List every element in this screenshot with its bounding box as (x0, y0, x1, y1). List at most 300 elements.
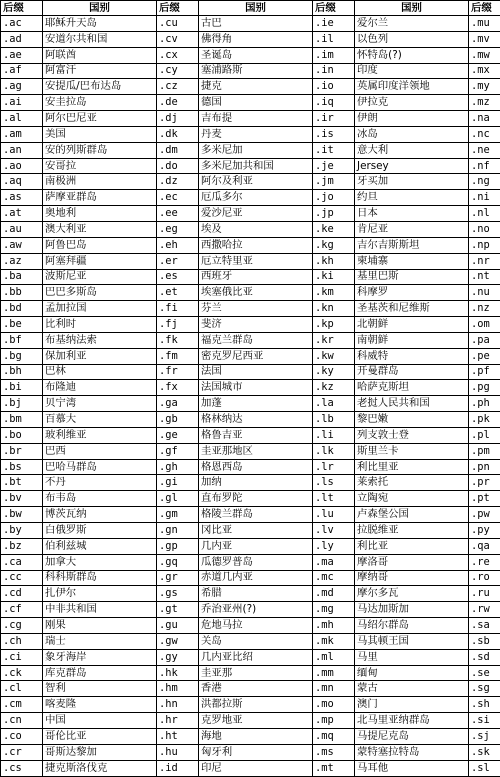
table-row (1, 190, 500, 206)
country-cell: 埃塞俄比亚 (199, 285, 313, 301)
suffix-cell: .ac (1, 16, 43, 32)
suffix-cell: .mp (313, 713, 355, 729)
suffix-cell: .fr (157, 364, 199, 380)
country-cell: 孟加拉国 (43, 301, 157, 317)
suffix-cell: .gf (157, 443, 199, 459)
table-row (1, 79, 500, 95)
suffix-cell: .cn (1, 713, 43, 729)
suffix-cell: .ie (313, 16, 355, 32)
suffix-cell: .lu (313, 507, 355, 523)
suffix-cell: .om (469, 317, 500, 333)
suffix-cell: .hk (157, 665, 199, 681)
suffix-cell: .bt (1, 475, 43, 491)
table-row (1, 523, 500, 539)
table-row (1, 475, 500, 491)
table-row (1, 158, 500, 174)
suffix-cell: .do (157, 158, 199, 174)
suffix-cell: .nl (469, 206, 500, 222)
country-cell: 日本 (355, 206, 469, 222)
suffix-cell: .ad (1, 31, 43, 47)
table-row (1, 744, 500, 760)
suffix-cell: .ph (469, 396, 500, 412)
country-cell: 阿富汗 (43, 63, 157, 79)
suffix-cell: .nf (469, 158, 500, 174)
table-row (1, 586, 500, 602)
table-row (1, 16, 500, 32)
suffix-cell: .mx (469, 63, 500, 79)
table-row (1, 95, 500, 111)
suffix-cell: .pn (469, 459, 500, 475)
suffix-cell: .ag (1, 79, 43, 95)
table-row (1, 713, 500, 729)
suffix-cell: .rw (469, 602, 500, 618)
suffix-cell: .er (157, 253, 199, 269)
suffix-cell: .jo (313, 190, 355, 206)
table-row (1, 412, 500, 428)
country-cell: 中非共和国 (43, 602, 157, 618)
suffix-cell: .mz (469, 95, 500, 111)
country-cell: 利比里亚 (355, 459, 469, 475)
country-cell: 布韦岛 (43, 491, 157, 507)
suffix-cell: .lt (313, 491, 355, 507)
country-cell: 克罗地亚 (199, 713, 313, 729)
country-cell: 西撒哈拉 (199, 237, 313, 253)
suffix-cell: .by (1, 523, 43, 539)
suffix-cell: .gp (157, 538, 199, 554)
suffix-cell: .ch (1, 633, 43, 649)
suffix-cell: .aq (1, 174, 43, 190)
header-suffix-2: 后缀 (157, 1, 199, 16)
suffix-cell: .qa (469, 538, 500, 554)
country-cell: Jersey (355, 158, 469, 174)
suffix-cell: .mv (469, 31, 500, 47)
country-cell: 北朝鲜 (355, 317, 469, 333)
suffix-cell: .lr (313, 459, 355, 475)
suffix-cell: .ro (469, 570, 500, 586)
suffix-cell: .ba (1, 269, 43, 285)
suffix-cell: .sk (469, 744, 500, 760)
country-cell: 保加利亚 (43, 348, 157, 364)
table-row (1, 174, 500, 190)
country-cell: 印度 (355, 63, 469, 79)
country-cell: 不丹 (43, 475, 157, 491)
country-cell: 摩尔多瓦 (355, 586, 469, 602)
suffix-cell: .bs (1, 459, 43, 475)
country-cell: 格陵兰群岛 (199, 507, 313, 523)
table-row (1, 269, 500, 285)
country-cell: 扎伊尔 (43, 586, 157, 602)
suffix-cell: .bw (1, 507, 43, 523)
country-cell: 佛得角 (199, 31, 313, 47)
country-cell: 加拿大 (43, 554, 157, 570)
country-cell: 古巴 (199, 16, 313, 32)
suffix-cell: .ls (313, 475, 355, 491)
suffix-cell: .cx (157, 47, 199, 63)
table-row (1, 396, 500, 412)
suffix-cell: .im (313, 47, 355, 63)
country-cell: 匈牙利 (199, 744, 313, 760)
country-cell: 蒙特塞拉特岛 (355, 744, 469, 760)
suffix-cell: .bj (1, 396, 43, 412)
country-cell: 波斯尼亚 (43, 269, 157, 285)
suffix-cell: .gq (157, 554, 199, 570)
suffix-cell: .bd (1, 301, 43, 317)
suffix-cell: .af (1, 63, 43, 79)
suffix-cell: .pk (469, 412, 500, 428)
country-cell: 喀麦隆 (43, 697, 157, 713)
suffix-cell: .in (313, 63, 355, 79)
country-cell: 利比亚 (355, 538, 469, 554)
country-cell: 捷克斯洛伐克 (43, 760, 157, 776)
suffix-cell: .mc (313, 570, 355, 586)
suffix-cell: .lk (313, 443, 355, 459)
suffix-cell: .kn (313, 301, 355, 317)
suffix-cell: .ck (1, 665, 43, 681)
country-cell: 冰岛 (355, 126, 469, 142)
suffix-cell: .ao (1, 158, 43, 174)
country-cell: 圭亚那地区 (199, 443, 313, 459)
suffix-cell: .cs (1, 760, 43, 776)
country-cell: 加纳 (199, 475, 313, 491)
country-cell: 马绍尔群岛 (355, 618, 469, 634)
country-cell: 布基纳法索 (43, 332, 157, 348)
country-cell: 肯尼亚 (355, 221, 469, 237)
country-cell: 贝宁湾 (43, 396, 157, 412)
suffix-cell: .fj (157, 317, 199, 333)
suffix-cell: .km (313, 285, 355, 301)
country-cell: 象牙海岸 (43, 649, 157, 665)
country-cell: 巴哈马群岛 (43, 459, 157, 475)
suffix-cell: .li (313, 427, 355, 443)
suffix-cell: .br (1, 443, 43, 459)
suffix-cell: .fk (157, 332, 199, 348)
suffix-cell: .ai (1, 95, 43, 111)
country-cell: 老挝人民共和国 (355, 396, 469, 412)
country-cell: 洪都拉斯 (199, 697, 313, 713)
suffix-cell: .es (157, 269, 199, 285)
country-cell: 希腊 (199, 586, 313, 602)
suffix-cell: .mg (313, 602, 355, 618)
country-cell: 安道尔共和国 (43, 31, 157, 47)
suffix-cell: .nc (469, 126, 500, 142)
country-cell: 瑞士 (43, 633, 157, 649)
country-cell: 海地 (199, 728, 313, 744)
suffix-cell: .il (313, 31, 355, 47)
suffix-cell: .eh (157, 237, 199, 253)
suffix-cell: .sj (469, 728, 500, 744)
country-cell: 博茨瓦纳 (43, 507, 157, 523)
table-row (1, 602, 500, 618)
suffix-cell: .am (1, 126, 43, 142)
country-cell: 爱尔兰 (355, 16, 469, 32)
country-cell: 意大利 (355, 142, 469, 158)
suffix-cell: .ly (313, 538, 355, 554)
suffix-cell: .bm (1, 412, 43, 428)
country-cell: 美国 (43, 126, 157, 142)
suffix-cell: .de (157, 95, 199, 111)
country-cell: 赤道几内亚 (199, 570, 313, 586)
country-cell: 圭亚那 (199, 665, 313, 681)
suffix-cell: .gm (157, 507, 199, 523)
suffix-cell: .be (1, 317, 43, 333)
table-row (1, 697, 500, 713)
country-cell: 白俄罗斯 (43, 523, 157, 539)
country-cell: 列支敦士登 (355, 427, 469, 443)
country-cell: 萨摩亚群岛 (43, 190, 157, 206)
suffix-cell: .ht (157, 728, 199, 744)
country-cell: 福克兰群岛 (199, 332, 313, 348)
suffix-cell: .hm (157, 681, 199, 697)
suffix-cell: .np (469, 237, 500, 253)
country-cell: 北马里亚纳群岛 (355, 713, 469, 729)
suffix-cell: .fi (157, 301, 199, 317)
suffix-cell: .si (469, 713, 500, 729)
country-cell: 阿鲁巴岛 (43, 237, 157, 253)
suffix-cell: .gs (157, 586, 199, 602)
suffix-cell: .ky (313, 364, 355, 380)
table-row (1, 237, 500, 253)
suffix-cell: .fx (157, 380, 199, 396)
suffix-cell: .cu (157, 16, 199, 32)
table-row (1, 728, 500, 744)
suffix-cell: .kh (313, 253, 355, 269)
header-country-3: 国别 (355, 1, 469, 16)
suffix-cell: .bz (1, 538, 43, 554)
suffix-cell: .dj (157, 111, 199, 127)
country-cell: 立陶宛 (355, 491, 469, 507)
suffix-cell: .mm (313, 665, 355, 681)
suffix-cell: .dk (157, 126, 199, 142)
suffix-cell: .nz (469, 301, 500, 317)
suffix-cell: .sl (469, 760, 500, 776)
suffix-cell: .kw (313, 348, 355, 364)
table-row (1, 364, 500, 380)
country-cell: 智利 (43, 681, 157, 697)
country-cell: 塞浦路斯 (199, 63, 313, 79)
country-cell: 安提瓜/巴布达岛 (43, 79, 157, 95)
suffix-cell: .no (469, 221, 500, 237)
suffix-cell: .pl (469, 427, 500, 443)
suffix-cell: .nr (469, 253, 500, 269)
suffix-cell: .pe (469, 348, 500, 364)
suffix-cell: .dm (157, 142, 199, 158)
country-cell: 布隆迪 (43, 380, 157, 396)
suffix-cell: .ci (1, 649, 43, 665)
suffix-cell: .cr (1, 744, 43, 760)
country-cell: 科科斯群岛 (43, 570, 157, 586)
suffix-cell: .mk (313, 633, 355, 649)
country-cell: 怀特岛(?) (355, 47, 469, 63)
suffix-cell: .hn (157, 697, 199, 713)
suffix-cell: .mq (313, 728, 355, 744)
suffix-cell: .mn (313, 681, 355, 697)
suffix-cell: .at (1, 206, 43, 222)
suffix-cell: .se (469, 665, 500, 681)
country-cell: 巴林 (43, 364, 157, 380)
country-cell: 捷克 (199, 79, 313, 95)
suffix-cell: .cy (157, 63, 199, 79)
country-cell: 卢森堡公国 (355, 507, 469, 523)
suffix-cell: .ke (313, 221, 355, 237)
country-cell: 阿塞拜疆 (43, 253, 157, 269)
country-cell: 密克罗尼西亚 (199, 348, 313, 364)
country-cell: 厄瓜多尔 (199, 190, 313, 206)
suffix-cell: .cz (157, 79, 199, 95)
suffix-cell: .gr (157, 570, 199, 586)
suffix-cell: .lb (313, 412, 355, 428)
country-cell: 法国城市 (199, 380, 313, 396)
suffix-cell: .kp (313, 317, 355, 333)
country-cell: 缅甸 (355, 665, 469, 681)
country-cell: 格鲁吉亚 (199, 427, 313, 443)
country-cell: 百慕大 (43, 412, 157, 428)
country-cell: 几内亚比绍 (199, 649, 313, 665)
header-suffix-1: 后缀 (1, 1, 43, 16)
table-row (1, 427, 500, 443)
country-cell: 格恩西岛 (199, 459, 313, 475)
country-cell: 印尼 (199, 760, 313, 776)
table-row (1, 31, 500, 47)
suffix-cell: .sh (469, 697, 500, 713)
header-row (1, 1, 500, 16)
suffix-cell: .my (469, 79, 500, 95)
suffix-cell: .cv (157, 31, 199, 47)
suffix-cell: .ae (1, 47, 43, 63)
table-row (1, 221, 500, 237)
suffix-cell: .is (313, 126, 355, 142)
country-cell: 哥斯达黎加 (43, 744, 157, 760)
header-suffix-3: 后缀 (313, 1, 355, 16)
suffix-cell: .bb (1, 285, 43, 301)
table-row (1, 332, 500, 348)
country-cell: 乔治亚州(?) (199, 602, 313, 618)
suffix-cell: .pr (469, 475, 500, 491)
country-cell: 哥伦比亚 (43, 728, 157, 744)
country-cell: 牙买加 (355, 174, 469, 190)
country-cell: 奥地利 (43, 206, 157, 222)
suffix-cell: .ni (469, 190, 500, 206)
table-row (1, 285, 500, 301)
suffix-cell: .mu (469, 16, 500, 32)
header-country-1: 国别 (43, 1, 157, 16)
country-cell: 斐济 (199, 317, 313, 333)
country-cell: 圣诞岛 (199, 47, 313, 63)
suffix-cell: .mh (313, 618, 355, 634)
table-row (1, 459, 500, 475)
suffix-cell: .gi (157, 475, 199, 491)
country-cell: 多米尼加 (199, 142, 313, 158)
country-cell: 马提尼克岛 (355, 728, 469, 744)
suffix-cell: .bg (1, 348, 43, 364)
suffix-cell: .iq (313, 95, 355, 111)
country-cell: 多米尼加共和国 (199, 158, 313, 174)
suffix-cell: .pm (469, 443, 500, 459)
suffix-cell: .ki (313, 269, 355, 285)
country-cell: 科摩罗 (355, 285, 469, 301)
suffix-cell: .cf (1, 602, 43, 618)
suffix-cell: .ml (313, 649, 355, 665)
suffix-cell: .gb (157, 412, 199, 428)
country-cell: 澳大利亚 (43, 221, 157, 237)
table-row (1, 649, 500, 665)
suffix-cell: .sd (469, 649, 500, 665)
suffix-cell: .gw (157, 633, 199, 649)
country-cell: 巴西 (43, 443, 157, 459)
country-cell: 蒙古 (355, 681, 469, 697)
suffix-cell: .gy (157, 649, 199, 665)
header-suffix-4: 后缀 (469, 1, 500, 16)
suffix-cell: .kz (313, 380, 355, 396)
table-row (1, 111, 500, 127)
suffix-cell: .eg (157, 221, 199, 237)
table-row (1, 63, 500, 79)
suffix-cell: .bv (1, 491, 43, 507)
country-cell: 摩洛哥 (355, 554, 469, 570)
suffix-cell: .pf (469, 364, 500, 380)
country-cell: 玻利维亚 (43, 427, 157, 443)
country-cell: 阿联酋 (43, 47, 157, 63)
suffix-cell: .kr (313, 332, 355, 348)
country-cell: 冈比亚 (199, 523, 313, 539)
suffix-cell: .pg (469, 380, 500, 396)
suffix-cell: .it (313, 142, 355, 158)
country-cell: 中国 (43, 713, 157, 729)
country-cell: 几内亚 (199, 538, 313, 554)
country-cell: 澳门 (355, 697, 469, 713)
table-row (1, 348, 500, 364)
country-cell: 吉尔吉斯斯坦 (355, 237, 469, 253)
suffix-cell: .cd (1, 586, 43, 602)
suffix-cell: .cc (1, 570, 43, 586)
country-cell: 以色列 (355, 31, 469, 47)
country-cell: 马里 (355, 649, 469, 665)
header-country-2: 国别 (199, 1, 313, 16)
suffix-cell: .ec (157, 190, 199, 206)
suffix-cell: .gl (157, 491, 199, 507)
country-cell: 比利时 (43, 317, 157, 333)
suffix-cell: .et (157, 285, 199, 301)
country-cell: 约旦 (355, 190, 469, 206)
suffix-cell: .hr (157, 713, 199, 729)
suffix-cell: .as (1, 190, 43, 206)
suffix-cell: .sb (469, 633, 500, 649)
suffix-cell: .bo (1, 427, 43, 443)
country-cell: 马耳他 (355, 760, 469, 776)
country-cell: 丹麦 (199, 126, 313, 142)
country-cell: 安哥拉 (43, 158, 157, 174)
country-cell: 安的列斯群岛 (43, 142, 157, 158)
suffix-cell: .jp (313, 206, 355, 222)
suffix-cell: .dz (157, 174, 199, 190)
suffix-cell: .mt (313, 760, 355, 776)
suffix-cell: .fm (157, 348, 199, 364)
suffix-cell: .sa (469, 618, 500, 634)
suffix-cell: .mw (469, 47, 500, 63)
country-cell: 西班牙 (199, 269, 313, 285)
suffix-cell: .la (313, 396, 355, 412)
table-row (1, 681, 500, 697)
suffix-cell: .ir (313, 111, 355, 127)
table-row (1, 253, 500, 269)
table-row (1, 554, 500, 570)
country-cell: 库克群岛 (43, 665, 157, 681)
suffix-cell: .cl (1, 681, 43, 697)
country-cell: 圣基茨和尼维斯 (355, 301, 469, 317)
country-cell: 加蓬 (199, 396, 313, 412)
suffix-cell: .cm (1, 697, 43, 713)
country-cell: 南极洲 (43, 174, 157, 190)
country-cell: 直布罗陀 (199, 491, 313, 507)
